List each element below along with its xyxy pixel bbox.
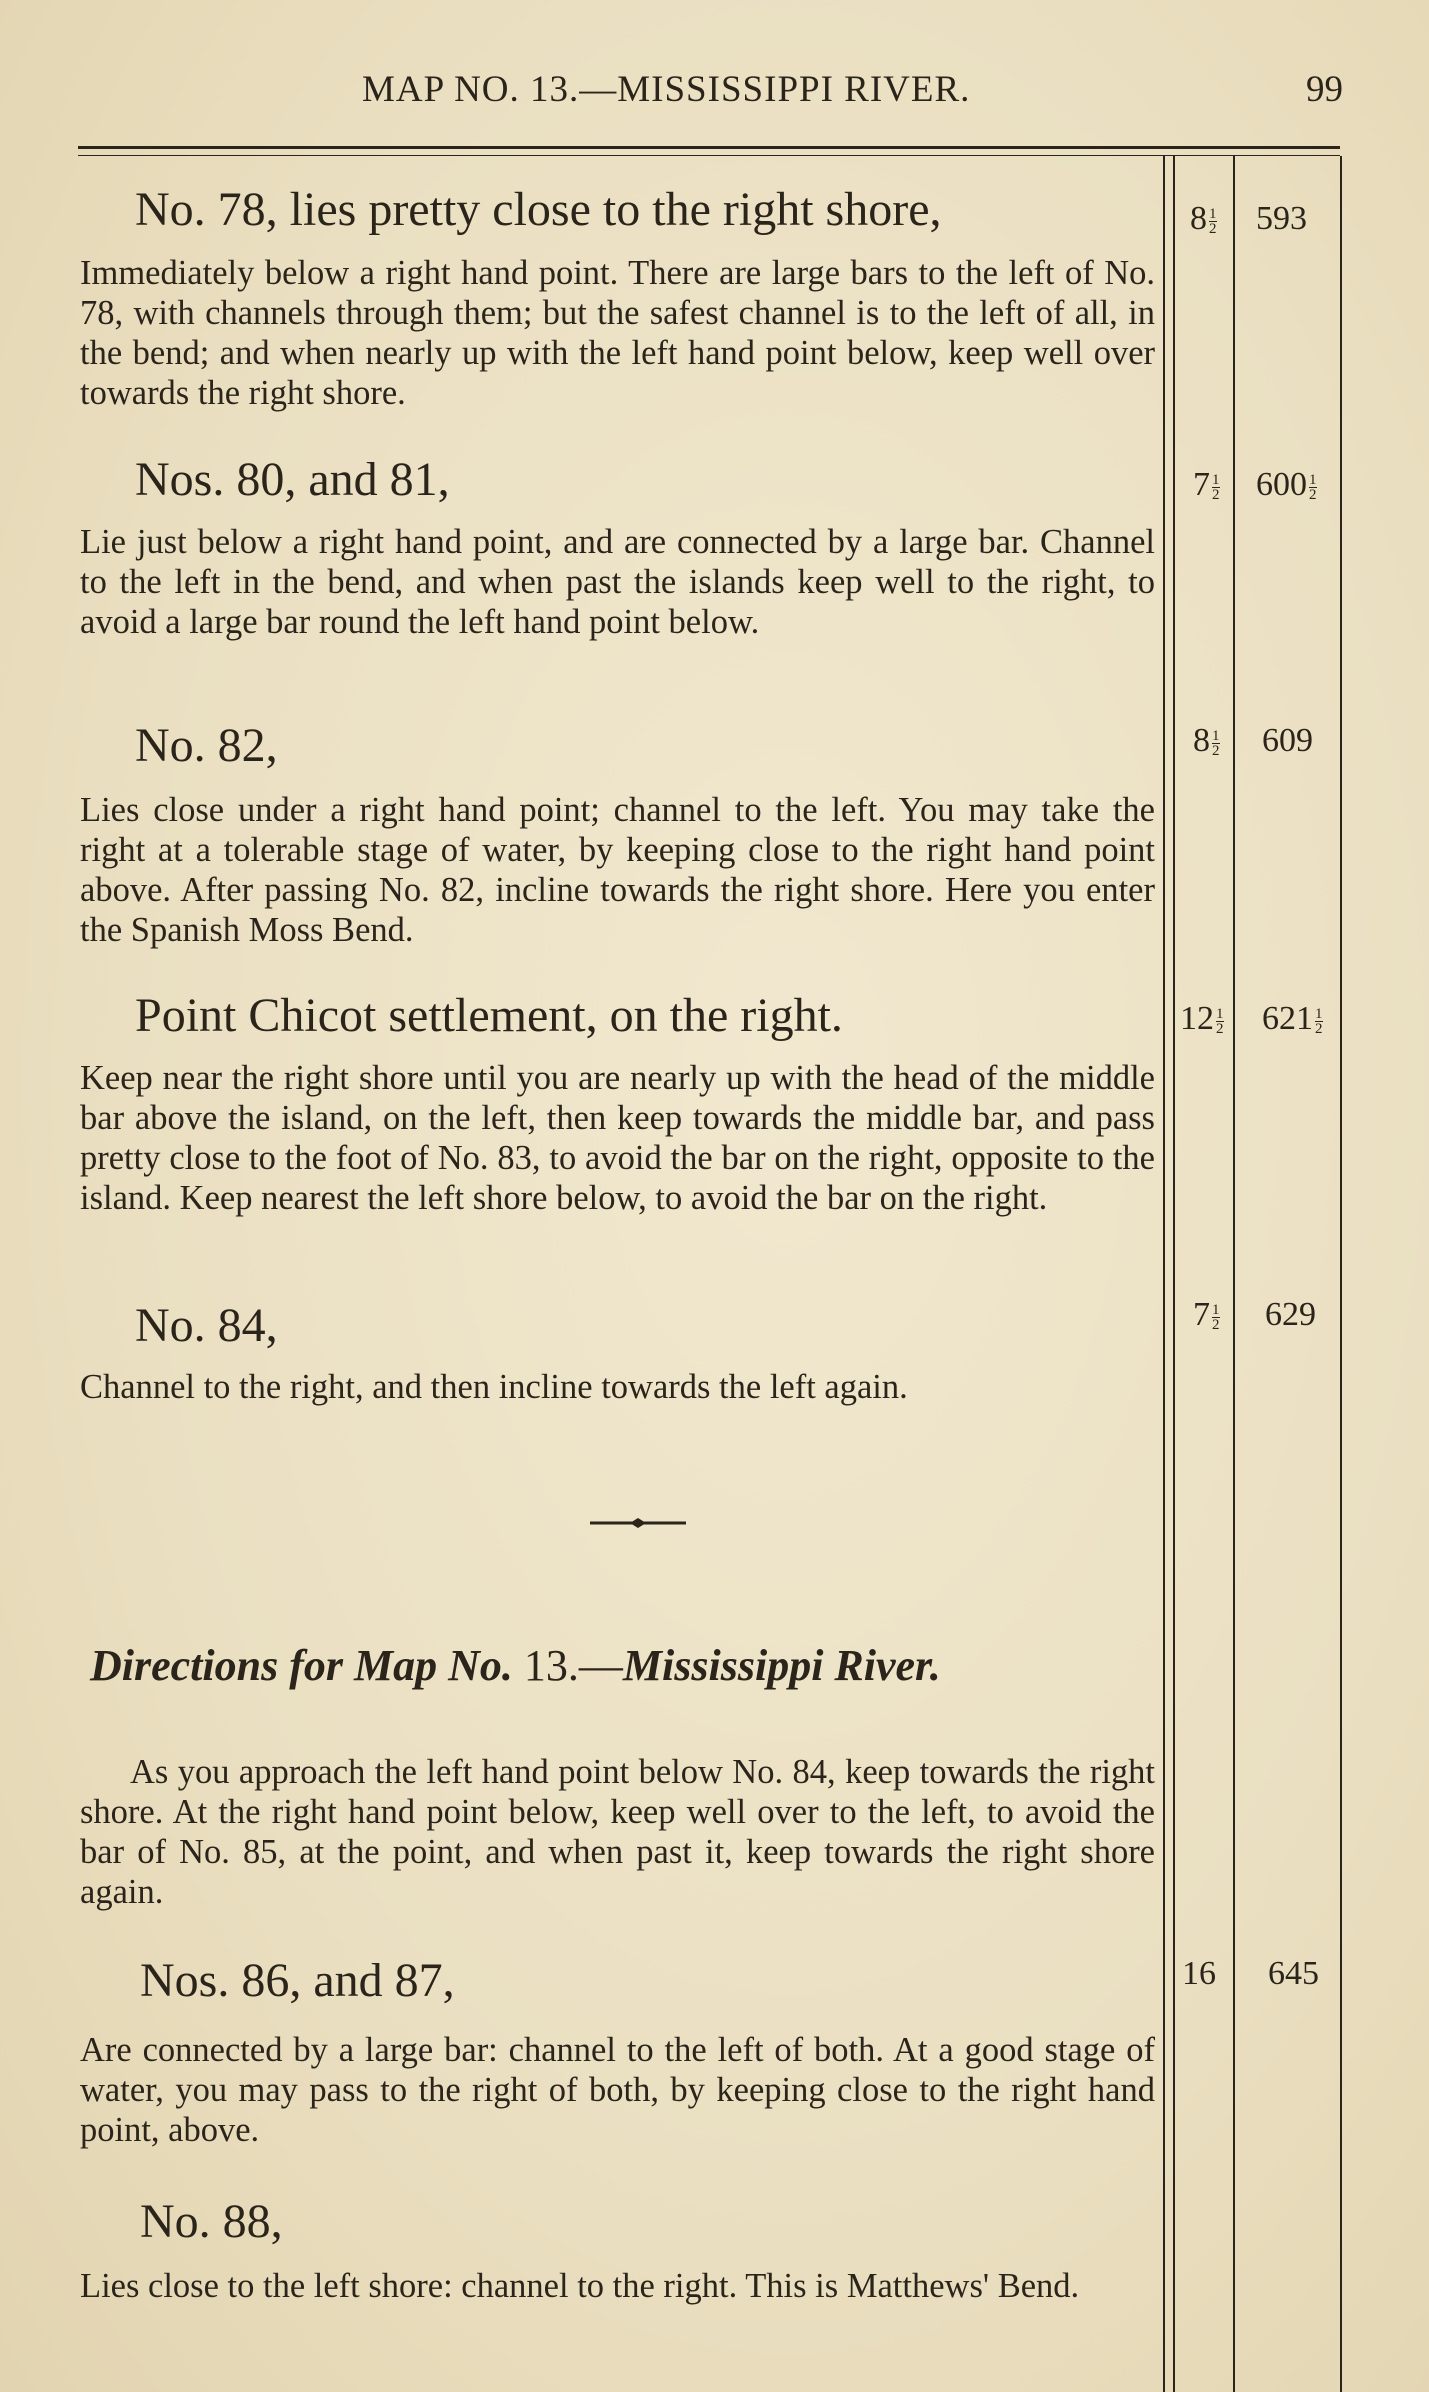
half-fraction: $\frac{1}{2}$ bbox=[1212, 471, 1220, 503]
section-title: Directions for Map No. 13.—Mississippi River. bbox=[90, 1641, 941, 1690]
distance-value: 7 $\frac{1}{2}$ bbox=[1193, 466, 1220, 503]
half-fraction: $\frac{1}{2}$ bbox=[1209, 205, 1217, 237]
distance-value: 7 $\frac{1}{2}$ bbox=[1193, 1296, 1220, 1333]
half-fraction: $\frac{1}{2}$ bbox=[1212, 727, 1220, 759]
entry-text: Channel to the right, and then incline towards the left again. bbox=[80, 1368, 908, 1406]
entry-text: Immediately below a right hand point. There are large bars to the left of No. 78, with channels through them; but the safest channel is to the left of all, in the bend; and when nearly up with the left hand point below, keep well over towards the right shore. bbox=[80, 254, 1155, 412]
half-fraction: $\frac{1}{2}$ bbox=[1315, 1005, 1323, 1037]
entry-text: Are connected by a large bar: channel to the left of both. At a good stage of water, you may pass to the right of both, by keeping close to the right hand point, above. bbox=[80, 2031, 1155, 2149]
entry-heading: Nos. 80, and 81, bbox=[135, 453, 450, 506]
entry-heading: No. 88, bbox=[140, 2195, 283, 2248]
entry-text: Lies close under a right hand point; channel to the left. You may take the right at a tolerable stage of water, by keeping close to the right hand point above. After passing No. 82, incline towards the right shore. Here you enter the Spanish Moss Bend. bbox=[80, 791, 1155, 949]
column-rule-middle bbox=[1233, 156, 1235, 2392]
column-rule-right bbox=[1340, 156, 1342, 2392]
distance-value: 8 $\frac{1}{2}$ bbox=[1193, 722, 1220, 759]
entry-heading: Point Chicot settlement, on the right. bbox=[135, 989, 843, 1042]
entry-text: Lies close to the left shore: channel to the right. This is Matthews' Bend. bbox=[80, 2267, 1080, 2305]
running-header bbox=[0, 68, 1429, 128]
total-value: 593 bbox=[1256, 200, 1307, 237]
entry-heading: Nos. 86, and 87, bbox=[140, 1954, 455, 2007]
header-rule-thin bbox=[78, 155, 1340, 156]
column-rule-left bbox=[1163, 156, 1165, 2392]
entry-heading: No. 78, lies pretty close to the right shore, bbox=[135, 183, 942, 236]
total-value: 600 $\frac{1}{2}$ bbox=[1256, 466, 1317, 503]
column-rule-left-double bbox=[1173, 156, 1175, 2392]
page-title: MAP NO. 13.—MISSISSIPPI RIVER. bbox=[362, 69, 971, 110]
entry-heading: No. 84, bbox=[135, 1299, 278, 1352]
distance-value: 16 bbox=[1182, 1955, 1216, 1992]
entry-text: Keep near the right shore until you are nearly up with the head of the middle bar above the island, on the left, then keep towards the middle bar, and pass pretty close to the foot of No. 83, to avoid the bar on the right, opposite to the island. Keep nearest the left shore below, to avoid the bar on the right. bbox=[80, 1059, 1155, 1217]
total-value: 609 bbox=[1262, 722, 1313, 759]
ornament-divider-icon bbox=[590, 1516, 686, 1530]
page-number: 99 bbox=[1306, 69, 1343, 110]
entry-text: Lie just below a right hand point, and are connected by a large bar. Channel to the left in the bend, and when past the islands keep well to the right, to avoid a large bar round the left hand point below. bbox=[80, 523, 1155, 641]
distance-value: 12 $\frac{1}{2}$ bbox=[1180, 1000, 1224, 1037]
total-value: 645 bbox=[1268, 1955, 1319, 1992]
half-fraction: $\frac{1}{2}$ bbox=[1212, 1301, 1220, 1333]
half-fraction: $\frac{1}{2}$ bbox=[1309, 471, 1317, 503]
total-value: 621 $\frac{1}{2}$ bbox=[1262, 1000, 1323, 1037]
header-rule-thick bbox=[78, 146, 1340, 149]
half-fraction: $\frac{1}{2}$ bbox=[1216, 1005, 1224, 1037]
distance-value: 8 $\frac{1}{2}$ bbox=[1190, 200, 1217, 237]
entry-heading: No. 82, bbox=[135, 719, 278, 772]
section-intro-text: As you approach the left hand point below No. 84, keep towards the right shore. At the right hand point below, keep well over to the left, to avoid the bar of No. 85, at the point, and when past it, keep towards the right shore again. bbox=[80, 1753, 1155, 1911]
total-value: 629 bbox=[1265, 1296, 1316, 1333]
